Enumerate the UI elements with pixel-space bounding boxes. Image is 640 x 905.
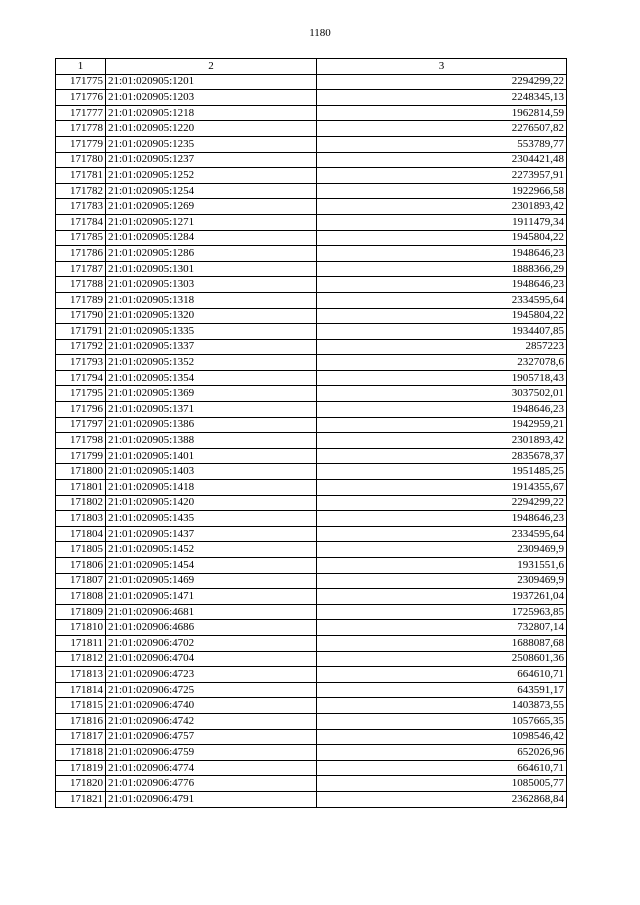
cadastral-value: 1945804,22 [317, 308, 567, 324]
cadastral-number: 21:01:020905:1388 [106, 433, 317, 449]
table-row [56, 324, 567, 340]
cadastral-value: 1948646,23 [317, 246, 567, 262]
table-row [56, 90, 567, 106]
row-number: 171814 [56, 682, 106, 698]
table-row [56, 339, 567, 355]
table-row [56, 292, 567, 308]
row-number: 171804 [56, 526, 106, 542]
table-row [56, 386, 567, 402]
row-number: 171796 [56, 402, 106, 418]
cadastral-value: 1085005,77 [317, 776, 567, 792]
cadastral-number: 21:01:020906:4757 [106, 729, 317, 745]
table-row [56, 402, 567, 418]
cadastral-value: 3037502,01 [317, 386, 567, 402]
table-row [56, 121, 567, 137]
cadastral-value: 2835678,37 [317, 448, 567, 464]
cadastral-number: 21:01:020906:4702 [106, 635, 317, 651]
cadastral-value: 1403873,55 [317, 698, 567, 714]
table-body [56, 74, 567, 807]
page-number: 1180 [309, 27, 331, 39]
cadastral-value: 1914355,67 [317, 480, 567, 496]
table-row [56, 74, 567, 90]
row-number: 171793 [56, 355, 106, 371]
table-row [56, 168, 567, 184]
cadastral-number: 21:01:020905:1386 [106, 417, 317, 433]
row-number: 171791 [56, 324, 106, 340]
cadastral-number: 21:01:020906:4704 [106, 651, 317, 667]
row-number: 171781 [56, 168, 106, 184]
table-row [56, 464, 567, 480]
cadastral-number: 21:01:020905:1471 [106, 589, 317, 605]
cadastral-value: 1922966,58 [317, 183, 567, 199]
row-number: 171798 [56, 433, 106, 449]
cadastral-number: 21:01:020905:1303 [106, 277, 317, 293]
cadastral-value: 2334595,64 [317, 292, 567, 308]
table-row [56, 604, 567, 620]
cadastral-number: 21:01:020906:4686 [106, 620, 317, 636]
cadastral-value: 1057665,35 [317, 713, 567, 729]
table-row [56, 682, 567, 698]
cadastral-value: 2334595,64 [317, 526, 567, 542]
cadastral-number: 21:01:020905:1454 [106, 558, 317, 574]
row-number: 171784 [56, 214, 106, 230]
cadastral-value: 1948646,23 [317, 511, 567, 527]
cadastral-number: 21:01:020906:4725 [106, 682, 317, 698]
table-row [56, 370, 567, 386]
row-number: 171800 [56, 464, 106, 480]
cadastral-number: 21:01:020905:1437 [106, 526, 317, 542]
row-number: 171812 [56, 651, 106, 667]
table-row [56, 573, 567, 589]
cadastral-value: 2508601,36 [317, 651, 567, 667]
cadastral-number: 21:01:020905:1418 [106, 480, 317, 496]
cadastral-value: 664610,71 [317, 667, 567, 683]
cadastral-value: 1725963,85 [317, 604, 567, 620]
row-number: 171806 [56, 558, 106, 574]
row-number: 171776 [56, 90, 106, 106]
cadastral-value: 1962814,59 [317, 105, 567, 121]
cadastral-number: 21:01:020905:1220 [106, 121, 317, 137]
cadastral-number: 21:01:020906:4774 [106, 760, 317, 776]
cadastral-number: 21:01:020906:4759 [106, 745, 317, 761]
row-number: 171780 [56, 152, 106, 168]
cadastral-value: 1937261,04 [317, 589, 567, 605]
table-row [56, 136, 567, 152]
cadastral-value: 1942959,21 [317, 417, 567, 433]
cadastral-value: 664610,71 [317, 760, 567, 776]
cadastral-number: 21:01:020905:1335 [106, 324, 317, 340]
table-row [56, 246, 567, 262]
row-number: 171801 [56, 480, 106, 496]
cadastral-number: 21:01:020905:1235 [106, 136, 317, 152]
table-row [56, 511, 567, 527]
table-row [56, 698, 567, 714]
cadastral-value: 1948646,23 [317, 402, 567, 418]
row-number: 171813 [56, 667, 106, 683]
table-row [56, 495, 567, 511]
table-row [56, 558, 567, 574]
table-row [56, 183, 567, 199]
cadastral-number: 21:01:020905:1269 [106, 199, 317, 215]
table-row [56, 152, 567, 168]
cadastral-value: 1905718,43 [317, 370, 567, 386]
registry-table [55, 58, 567, 808]
cadastral-number: 21:01:020905:1237 [106, 152, 317, 168]
cadastral-number: 21:01:020906:4681 [106, 604, 317, 620]
cadastral-number: 21:01:020906:4791 [106, 791, 317, 807]
cadastral-value: 2309469,9 [317, 573, 567, 589]
cadastral-number: 21:01:020905:1286 [106, 246, 317, 262]
cadastral-value: 2301893,42 [317, 433, 567, 449]
cadastral-value: 2304421,48 [317, 152, 567, 168]
table-row [56, 526, 567, 542]
cadastral-value: 2294299,22 [317, 495, 567, 511]
cadastral-number: 21:01:020905:1354 [106, 370, 317, 386]
row-number: 171788 [56, 277, 106, 293]
table-row [56, 448, 567, 464]
table-header-row [56, 59, 567, 75]
row-number: 171777 [56, 105, 106, 121]
column-header-1: 1 [56, 59, 106, 75]
cadastral-value: 2327078,6 [317, 355, 567, 371]
cadastral-number: 21:01:020905:1435 [106, 511, 317, 527]
cadastral-number: 21:01:020905:1318 [106, 292, 317, 308]
cadastral-value: 1948646,23 [317, 277, 567, 293]
cadastral-number: 21:01:020905:1337 [106, 339, 317, 355]
cadastral-value: 652026,96 [317, 745, 567, 761]
row-number: 171811 [56, 635, 106, 651]
cadastral-value: 2276507,82 [317, 121, 567, 137]
table-row [56, 308, 567, 324]
table-row [56, 729, 567, 745]
row-number: 171803 [56, 511, 106, 527]
row-number: 171799 [56, 448, 106, 464]
cadastral-number: 21:01:020905:1201 [106, 74, 317, 90]
row-number: 171787 [56, 261, 106, 277]
column-header-3: 3 [317, 59, 567, 75]
table-row [56, 261, 567, 277]
cadastral-value: 2301893,42 [317, 199, 567, 215]
cadastral-number: 21:01:020906:4776 [106, 776, 317, 792]
cadastral-number: 21:01:020905:1452 [106, 542, 317, 558]
row-number: 171818 [56, 745, 106, 761]
table-row [56, 355, 567, 371]
cadastral-number: 21:01:020906:4740 [106, 698, 317, 714]
row-number: 171783 [56, 199, 106, 215]
cadastral-value: 643591,17 [317, 682, 567, 698]
table-row [56, 651, 567, 667]
table-row [56, 230, 567, 246]
cadastral-value: 2362868,84 [317, 791, 567, 807]
cadastral-value: 2857223 [317, 339, 567, 355]
table-row [56, 433, 567, 449]
table-row [56, 105, 567, 121]
cadastral-value: 2294299,22 [317, 74, 567, 90]
row-number: 171820 [56, 776, 106, 792]
cadastral-value: 1688087,68 [317, 635, 567, 651]
cadastral-value: 1098546,42 [317, 729, 567, 745]
table-row [56, 745, 567, 761]
cadastral-number: 21:01:020905:1320 [106, 308, 317, 324]
row-number: 171795 [56, 386, 106, 402]
table-row [56, 620, 567, 636]
row-number: 171819 [56, 760, 106, 776]
table-row [56, 791, 567, 807]
cadastral-number: 21:01:020905:1218 [106, 105, 317, 121]
table-row [56, 542, 567, 558]
cadastral-number: 21:01:020906:4723 [106, 667, 317, 683]
cadastral-value: 553789,77 [317, 136, 567, 152]
table-row [56, 713, 567, 729]
table-row [56, 589, 567, 605]
cadastral-number: 21:01:020905:1284 [106, 230, 317, 246]
row-number: 171815 [56, 698, 106, 714]
cadastral-value: 2248345,13 [317, 90, 567, 106]
table-row [56, 417, 567, 433]
row-number: 171816 [56, 713, 106, 729]
row-number: 171821 [56, 791, 106, 807]
cadastral-number: 21:01:020905:1252 [106, 168, 317, 184]
cadastral-number: 21:01:020905:1301 [106, 261, 317, 277]
cadastral-value: 1888366,29 [317, 261, 567, 277]
cadastral-number: 21:01:020905:1369 [106, 386, 317, 402]
cadastral-number: 21:01:020905:1420 [106, 495, 317, 511]
column-header-2: 2 [106, 59, 317, 75]
cadastral-value: 1931551,6 [317, 558, 567, 574]
row-number: 171789 [56, 292, 106, 308]
cadastral-value: 2273957,91 [317, 168, 567, 184]
row-number: 171785 [56, 230, 106, 246]
row-number: 171807 [56, 573, 106, 589]
row-number: 171778 [56, 121, 106, 137]
cadastral-value: 2309469,9 [317, 542, 567, 558]
cadastral-value: 1951485,25 [317, 464, 567, 480]
table-row [56, 760, 567, 776]
table-row [56, 214, 567, 230]
row-number: 171805 [56, 542, 106, 558]
cadastral-value: 1911479,34 [317, 214, 567, 230]
row-number: 171790 [56, 308, 106, 324]
row-number: 171794 [56, 370, 106, 386]
cadastral-number: 21:01:020905:1254 [106, 183, 317, 199]
table-row [56, 480, 567, 496]
row-number: 171786 [56, 246, 106, 262]
row-number: 171808 [56, 589, 106, 605]
row-number: 171782 [56, 183, 106, 199]
table-row [56, 277, 567, 293]
cadastral-number: 21:01:020905:1403 [106, 464, 317, 480]
row-number: 171809 [56, 604, 106, 620]
cadastral-number: 21:01:020906:4742 [106, 713, 317, 729]
row-number: 171797 [56, 417, 106, 433]
row-number: 171779 [56, 136, 106, 152]
table-row [56, 635, 567, 651]
cadastral-number: 21:01:020905:1352 [106, 355, 317, 371]
row-number: 171802 [56, 495, 106, 511]
cadastral-number: 21:01:020905:1271 [106, 214, 317, 230]
cadastral-value: 732807,14 [317, 620, 567, 636]
cadastral-value: 1934407,85 [317, 324, 567, 340]
cadastral-value: 1945804,22 [317, 230, 567, 246]
cadastral-number: 21:01:020905:1203 [106, 90, 317, 106]
cadastral-number: 21:01:020905:1469 [106, 573, 317, 589]
table-row [56, 776, 567, 792]
row-number: 171775 [56, 74, 106, 90]
table-row [56, 199, 567, 215]
row-number: 171810 [56, 620, 106, 636]
row-number: 171817 [56, 729, 106, 745]
row-number: 171792 [56, 339, 106, 355]
cadastral-number: 21:01:020905:1401 [106, 448, 317, 464]
cadastral-number: 21:01:020905:1371 [106, 402, 317, 418]
table-row [56, 667, 567, 683]
